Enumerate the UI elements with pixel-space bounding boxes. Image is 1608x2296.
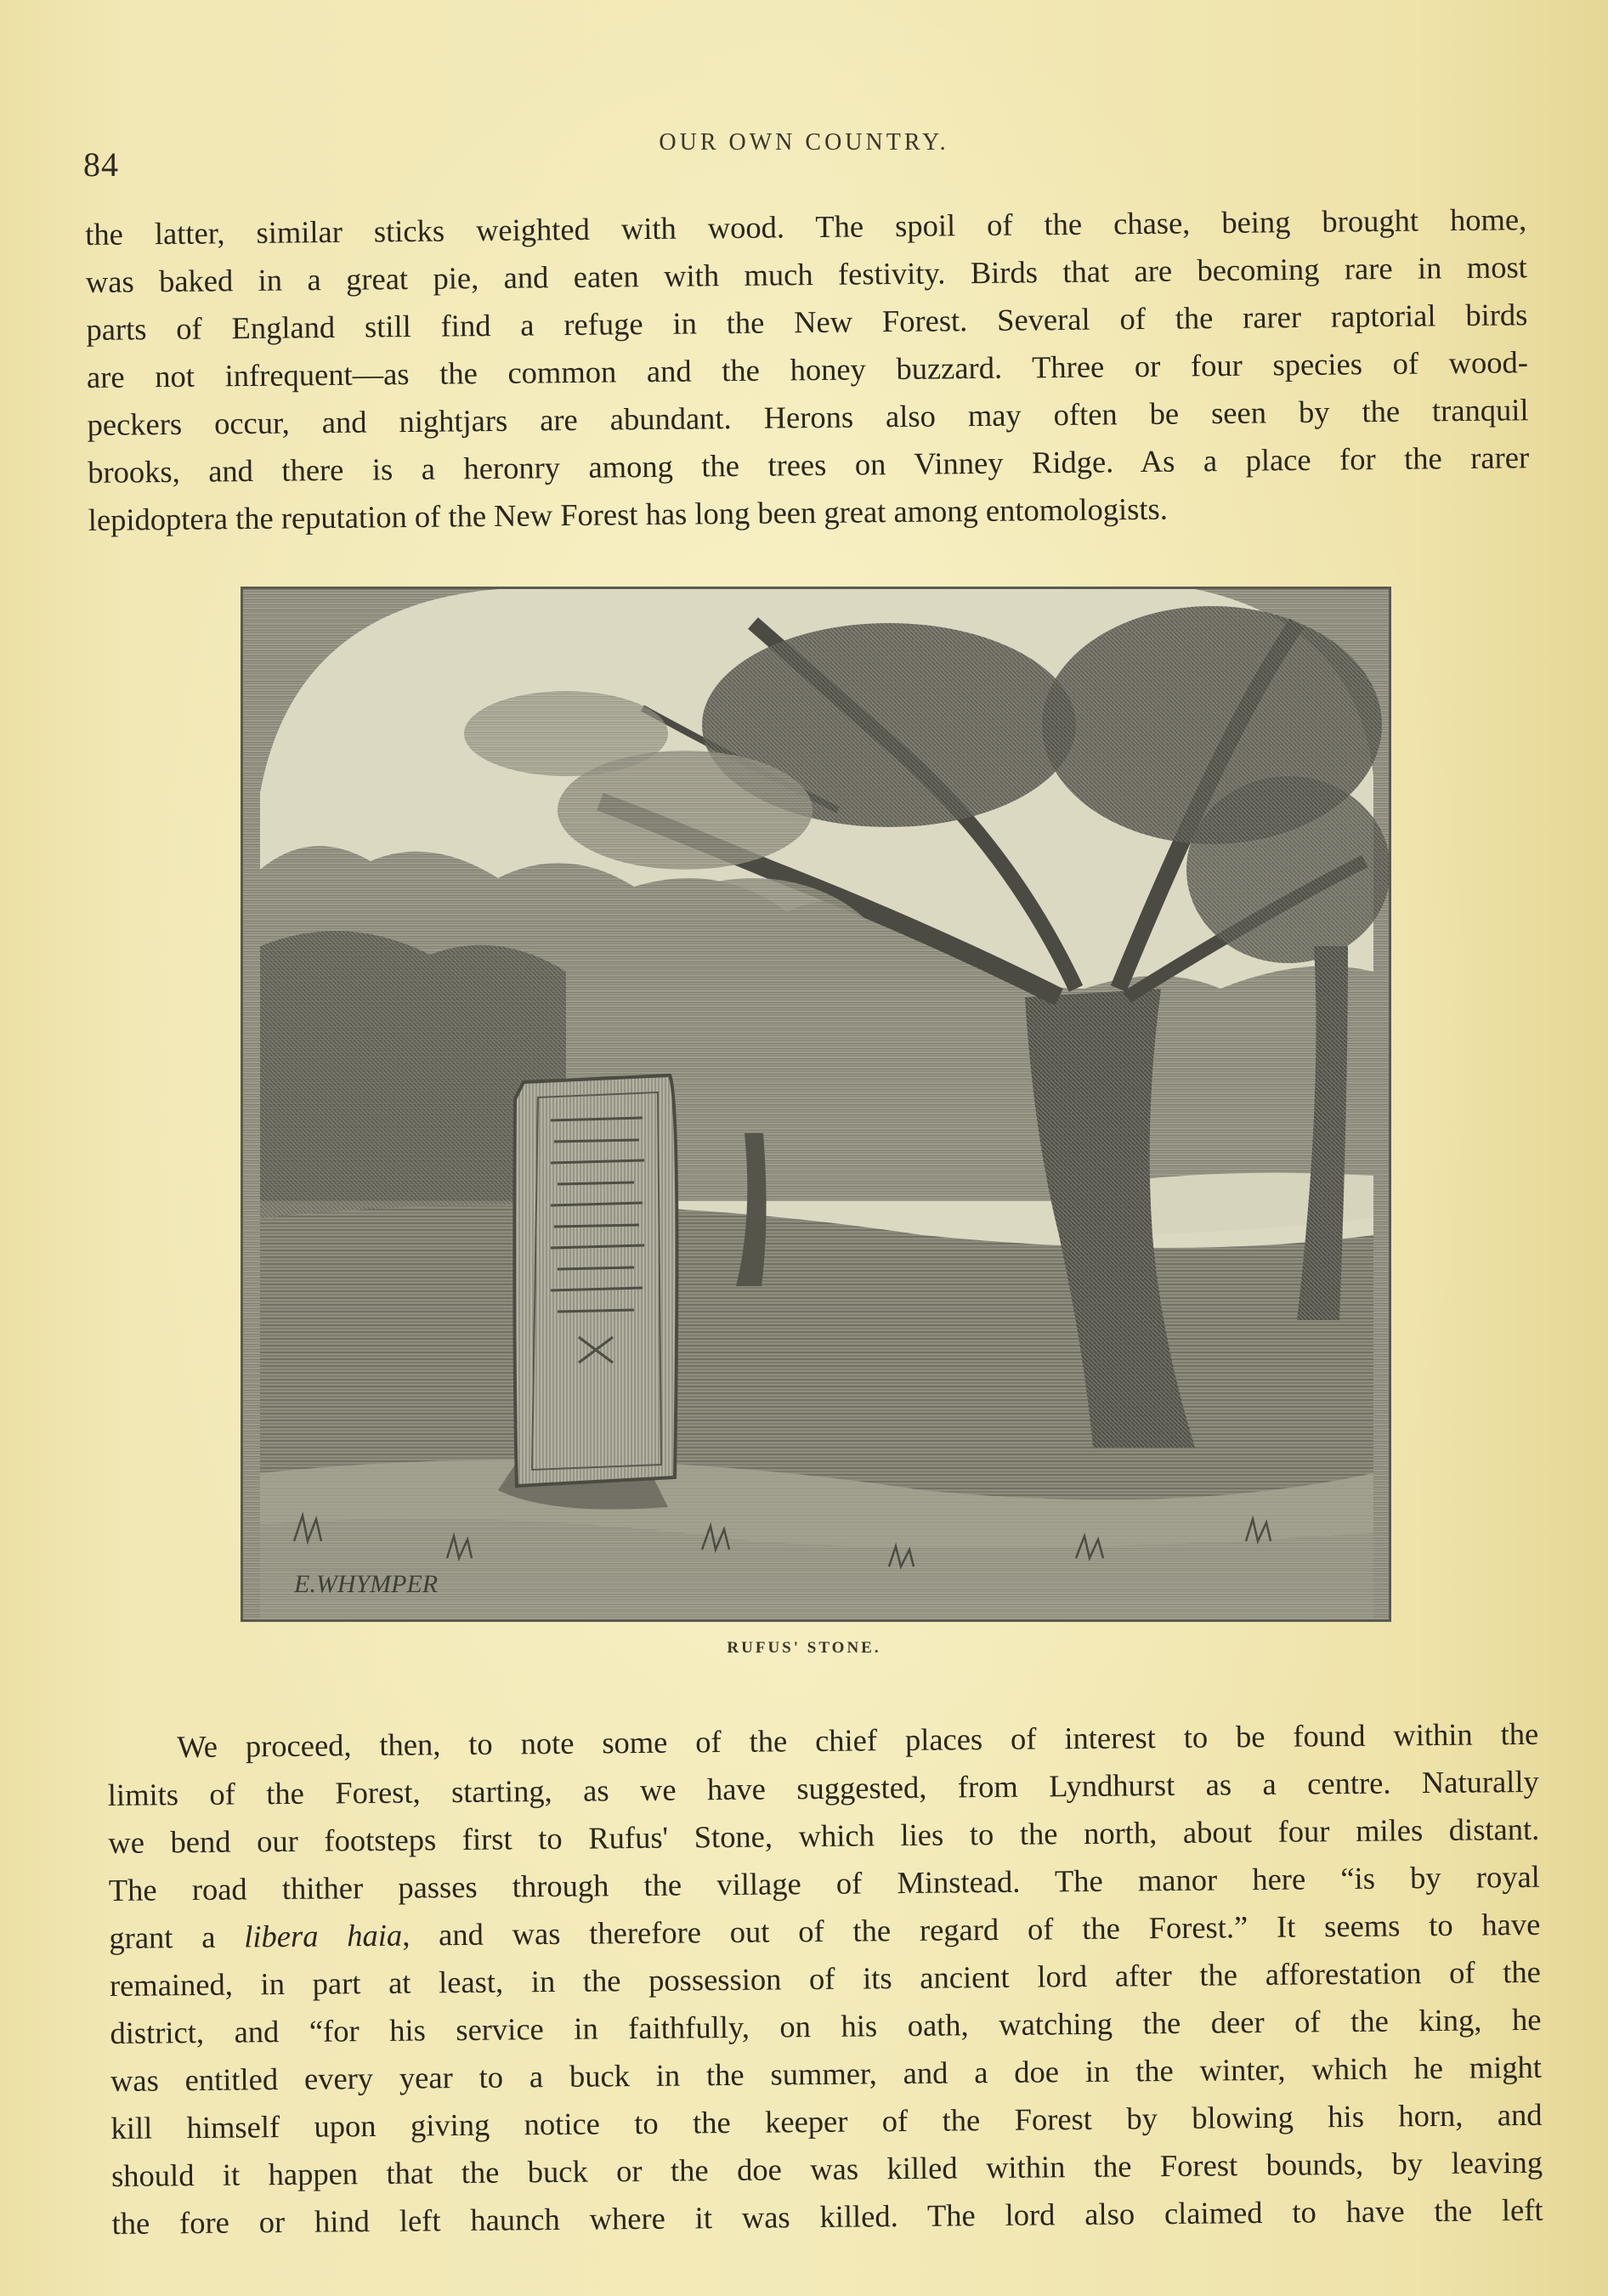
text-line: was baked in a great pie, and eaten with much festivity. Birds that are becoming rare in most	[85, 249, 1527, 299]
text-line: limits of the Forest, starting, as we have suggested, from Lyndhurst as a centre. Naturally	[107, 1763, 1539, 1812]
engraver-signature: E.WHYMPER	[294, 1570, 439, 1598]
paragraph-2	[107, 1710, 1543, 2248]
text-line: kill himself upon giving notice to the keeper of the Forest by blowing his horn, and	[110, 2096, 1543, 2146]
text-line: should it happen that the buck or the doe was killed within the Forest bounds, by leaving	[110, 2144, 1543, 2193]
text-line: the fore or hind left haunch where it was killed. The lord also claimed to have the left	[111, 2191, 1543, 2241]
text-line: brooks, and there is a heronry among the trees on Vinney Ridge. As a place for the rarer	[88, 439, 1530, 490]
text-line: was entitled every year to a buck in the summer, and a doe in the winter, which he might	[110, 2049, 1543, 2098]
text-line: the latter, similar sticks weighted with wood. The spoil of the chase, being brought home,	[85, 201, 1527, 252]
text-line: The road thither passes through the village of Minstead. The manor here “is by royal	[108, 1858, 1540, 1908]
text-line: district, and “for his service in faithfully, on his oath, watching the deer of the king, he	[110, 2001, 1542, 2050]
figure-caption: RUFUS' STONE.	[727, 1639, 881, 1657]
text-line: peckers occur, and nightjars are abundant. Herons also may often be seen by the tranquil	[87, 392, 1529, 442]
paragraph-1	[85, 196, 1530, 544]
text-line: We proceed, then, to note some of the chief places of interest to be found within the	[177, 1715, 1539, 1765]
engraving-drawing	[243, 589, 1389, 1619]
text-fragment: grant a	[109, 1919, 245, 1955]
text-line: lepidoptera the reputation of the New Forest has long been great among entomologists.	[88, 490, 1169, 537]
text-line: we bend our footsteps first to Rufus' Stone, which lies to the north, about four miles distant.	[108, 1811, 1540, 1860]
engraving-illustration	[241, 587, 1391, 1622]
text-line: remained, in part at least, in the possession of its ancient lord after the afforestation of the	[109, 1953, 1542, 2003]
text-line: are not infrequent—as the common and the honey buzzard. Three or four species of wood-	[86, 344, 1529, 394]
italic-phrase: libera haia	[244, 1917, 403, 1954]
running-head: OUR OWN COUNTRY.	[659, 129, 949, 156]
text-fragment: , and was therefore out of the regard of the Forest.” It seems to have	[401, 1906, 1541, 1953]
page-number: 84	[83, 145, 119, 184]
text-line: parts of England still find a refuge in the New Forest. Several of the rarer raptorial birds	[86, 297, 1528, 347]
